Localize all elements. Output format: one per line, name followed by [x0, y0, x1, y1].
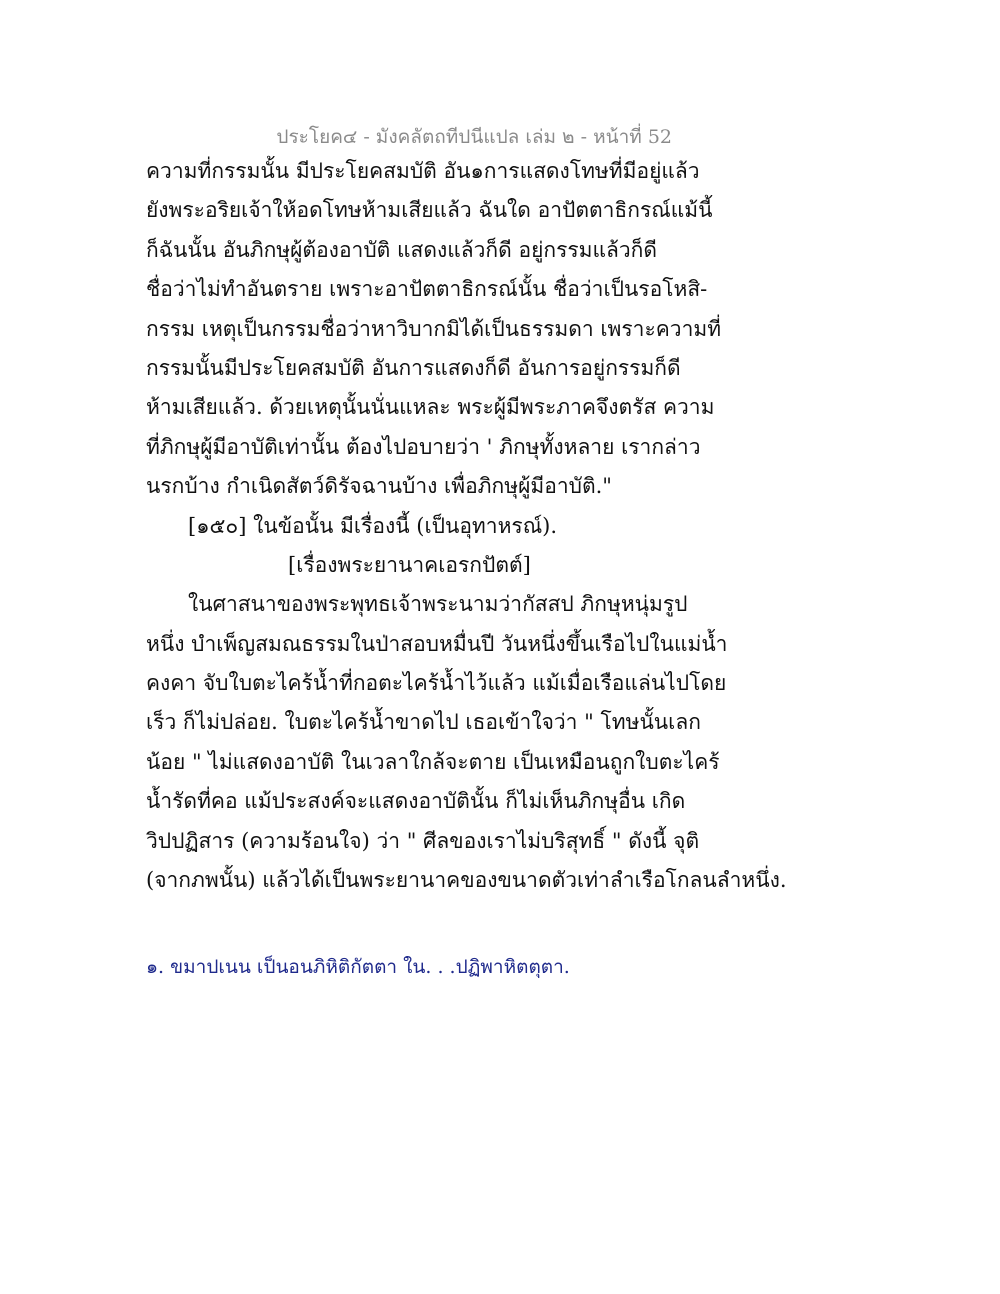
body-line: ที่ภิกษุผู้มีอาบัติเท่านั้น ต้องไปอบายว่า ' ภิกษุทั้งหลาย เรากล่าว [146, 434, 701, 459]
footnote: ๑. ขมาปเนน เป็นอนภิหิติกัตตา ใน. . .ปฏิพาหิตตุตา. [146, 956, 570, 978]
body-line: น้อย " ไม่แสดงอาบัติ ในเวลาใกล้จะตาย เป็นเหมือนถูกใบตะไคร้ [146, 749, 720, 774]
running-header: ประโยค๔ - มังคลัตถทีปนีแปล เล่ม ๒ - หน้าที่ 52 [276, 126, 672, 148]
body-line: คงคา จับใบตะไคร้น้ำที่กอตะไคร้น้ำไว้แล้ว แม้เมื่อเรือแล่นไปโดย [146, 671, 727, 696]
body-line: ชื่อว่าไม่ทำอันตราย เพราะอาปัตตาธิกรณ์นั้น ชื่อว่าเป็นรอโหสิ- [146, 277, 708, 302]
body-line: ก็ฉันนั้น อันภิกษุผู้ต้องอาบัติ แสดงแล้วก็ดี อยู่กรรมแล้วก็ดี [146, 237, 658, 262]
body-line: ห้ามเสียแล้ว. ด้วยเหตุนั้นนั่นแหละ พระผู้มีพระภาคจึงตรัส ความ [146, 395, 715, 420]
body-line: กรรมนั้นมีประโยคสมบัติ อันการแสดงก็ดี อันการอยู่กรรมก็ดี [146, 355, 681, 380]
body-line: ยังพระอริยเจ้าให้อดโทษห้ามเสียแล้ว ฉันใด อาปัตตาธิกรณ์แม้นี้ [146, 198, 713, 223]
body-line: (จากภพนั้น) แล้วได้เป็นพระยานาคของขนาดตัวเท่าลำเรือโกลนลำหนึ่ง. [146, 868, 787, 893]
body-line: กรรม เหตุเป็นกรรมชื่อว่าหาวิบากมิได้เป็นธรรมดา เพราะความที่ [146, 316, 722, 341]
page-body [146, 152, 787, 900]
body-line: หนึ่ง บำเพ็ญสมณธรรมในป่าสอบหมื่นปี วันหนึ่งขึ้นเรือไปในแม่น้ำ [146, 631, 728, 656]
body-line: เร็ว ก็ไม่ปล่อย. ใบตะไคร้น้ำขาดไป เธอเข้าใจว่า " โทษนั้นเลก [146, 710, 701, 735]
body-line: ในศาสนาของพระพุทธเจ้าพระนามว่ากัสสป ภิกษุหนุ่มรูป [188, 592, 688, 617]
story-heading: [เรื่องพระยานาคเอรกปัตต์] [288, 552, 531, 577]
body-line: น้ำรัดที่คอ แม้ประสงค์จะแสดงอาบัตินั้น ก็ไม่เห็นภิกษุอื่น เกิด [146, 789, 686, 814]
section-number-line: [๑๕๐] ในข้อนั้น มีเรื่องนี้ (เป็นอุทาหรณ์). [188, 513, 558, 538]
body-line: ความที่กรรมนั้น มีประโยคสมบัติ อัน๑การแสดงโทษที่มีอยู่แล้ว [146, 159, 700, 183]
body-line: นรกบ้าง กำเนิดสัตว์ดิรัจฉานบ้าง เพื่อภิกษุผู้มีอาบัติ." [146, 474, 612, 499]
body-line: วิปปฏิสาร (ความร้อนใจ) ว่า " ศีลของเราไม่บริสุทธิ์ " ดังนี้ จุติ [146, 828, 700, 853]
